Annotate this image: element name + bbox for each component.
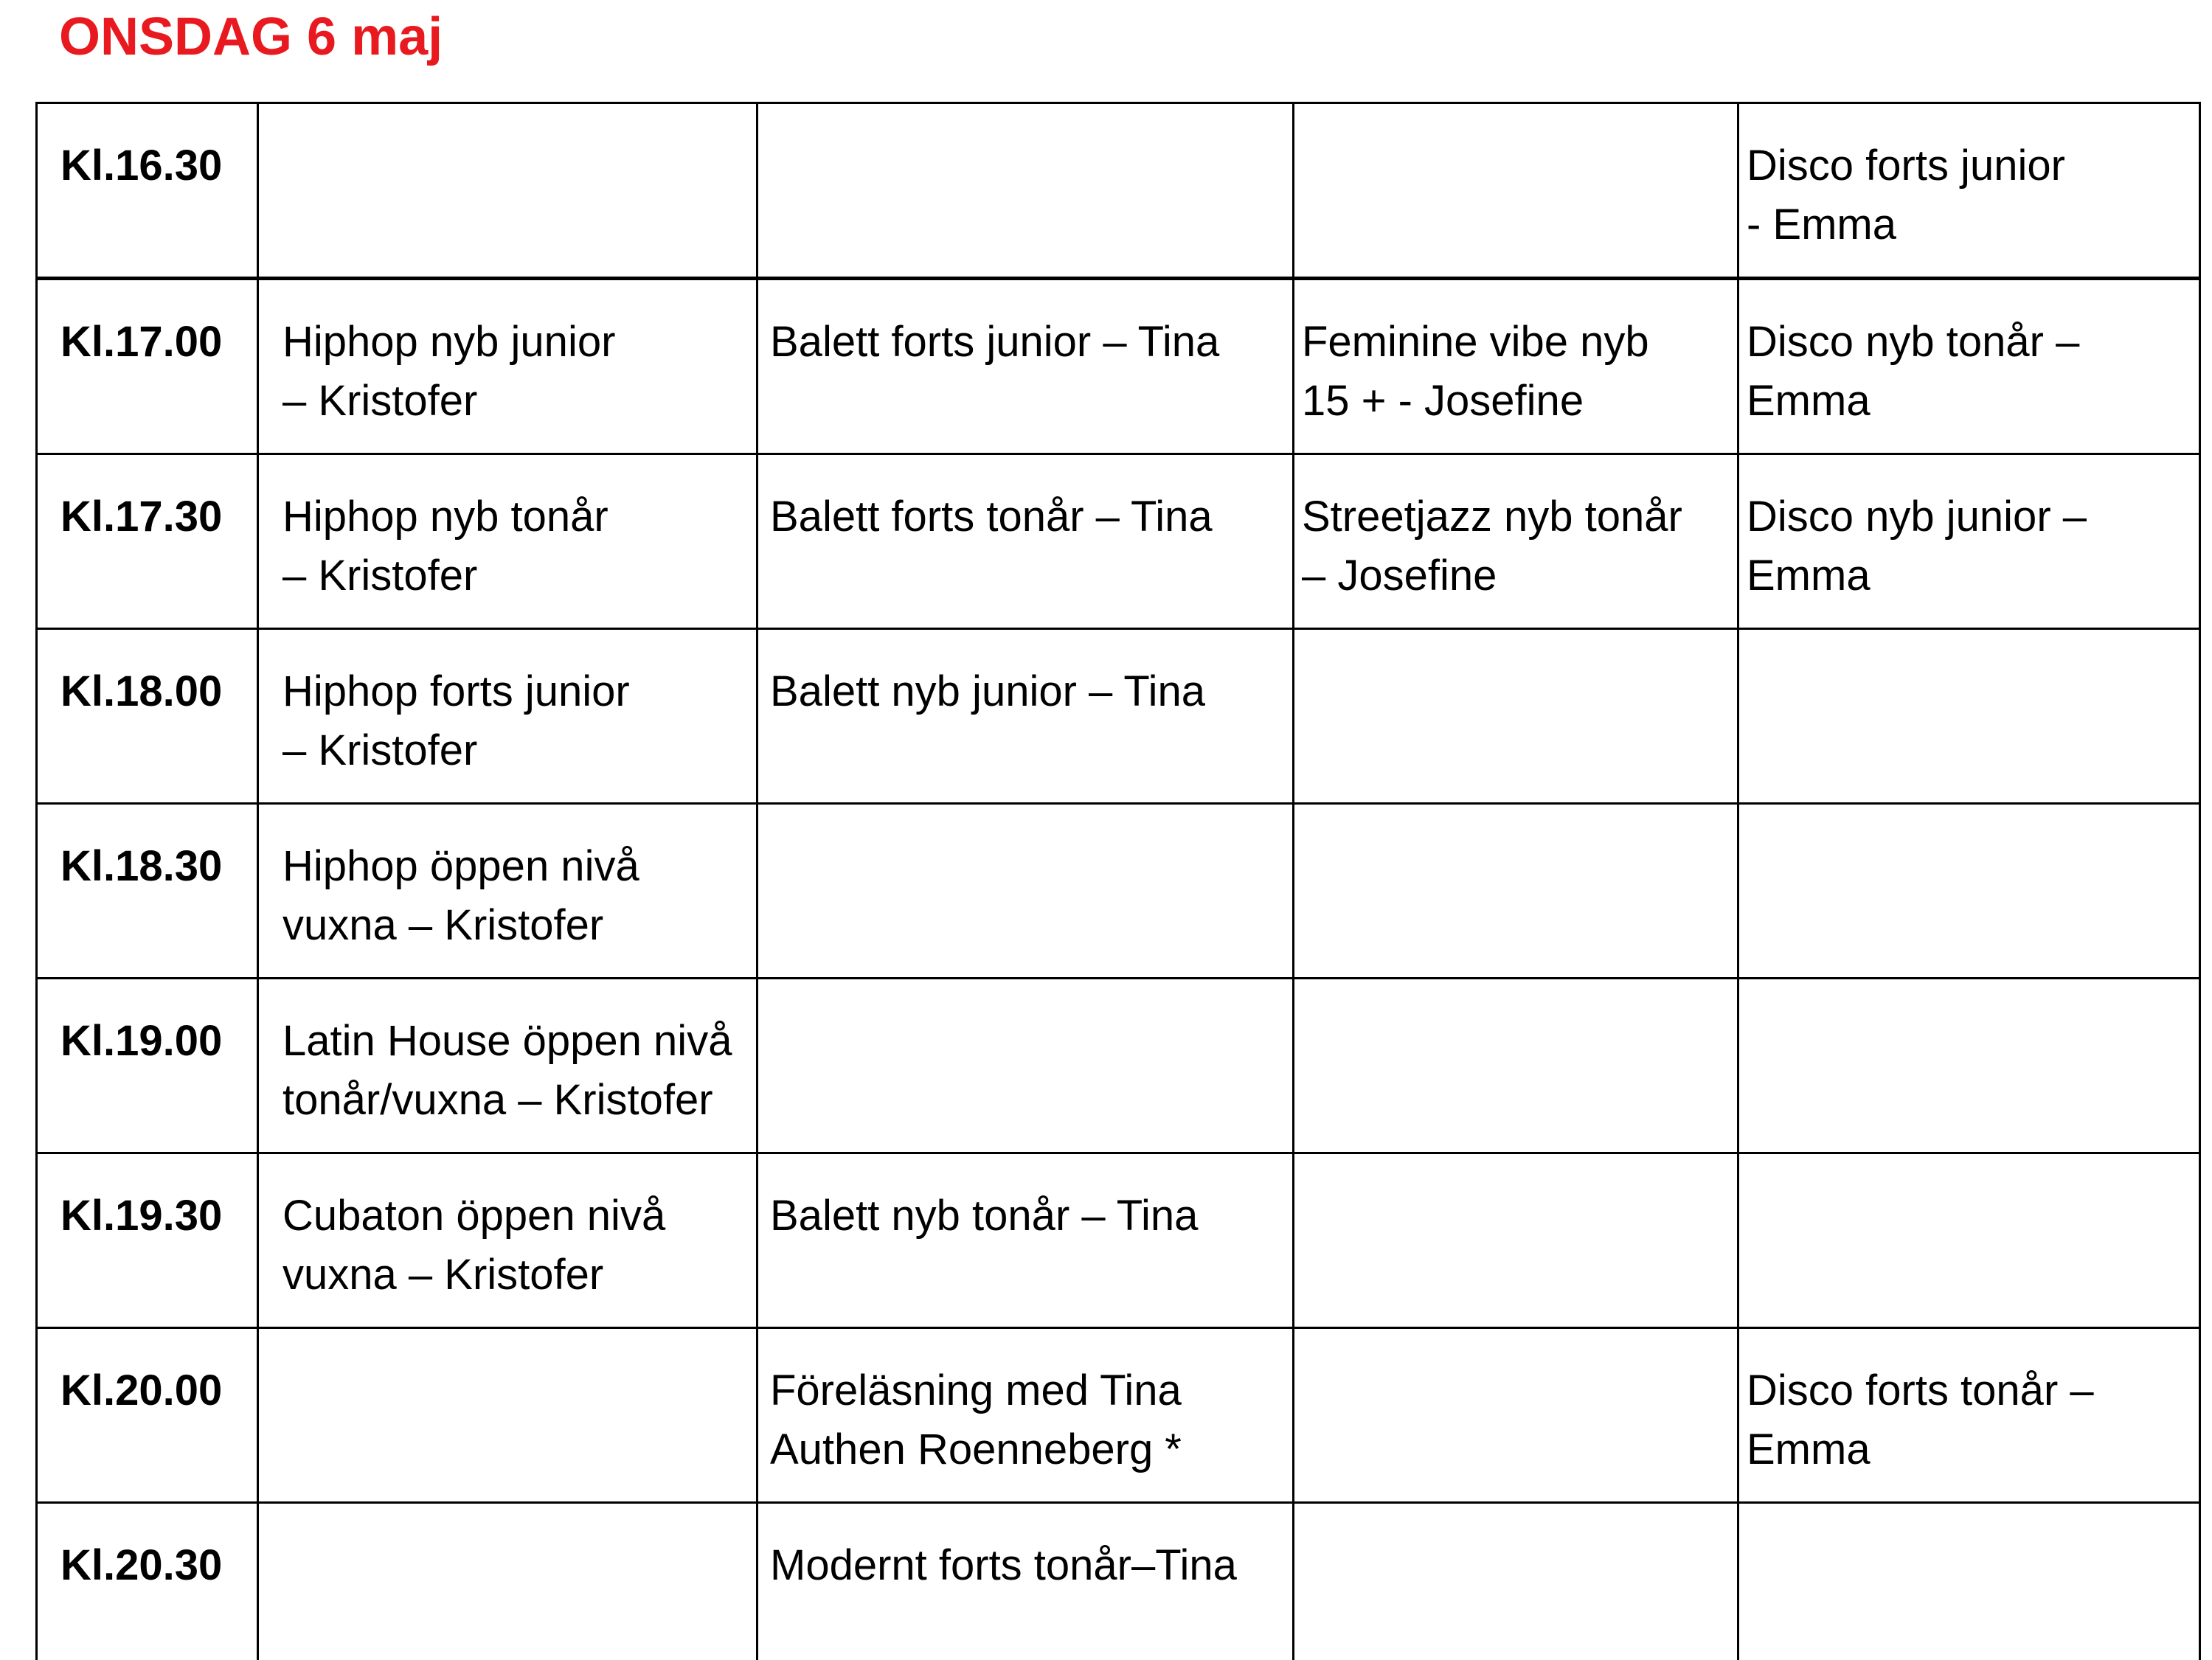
class-cell xyxy=(757,979,1294,1153)
schedule-row xyxy=(37,1153,2200,1328)
class-text: Balett forts tonår – Tina xyxy=(770,493,1213,541)
schedule-row xyxy=(37,804,2200,979)
time-cell: Kl.16.30 xyxy=(37,103,258,279)
class-cell xyxy=(1738,1503,2200,1660)
class-cell xyxy=(757,454,1294,629)
class-cell xyxy=(258,629,757,804)
class-cell xyxy=(1294,979,1738,1153)
class-cell xyxy=(1294,279,1738,454)
class-text: Streetjazz nyb tonår – Josefine xyxy=(1302,493,1682,600)
class-cell xyxy=(258,979,757,1153)
class-cell xyxy=(1738,979,2200,1153)
class-cell xyxy=(1294,1328,1738,1503)
schedule-row xyxy=(37,1503,2200,1660)
time-cell: Kl.18.30 xyxy=(37,804,258,979)
schedule-row xyxy=(37,279,2200,454)
time-cell: Kl.20.30 xyxy=(37,1503,258,1660)
class-text: Hiphop nyb tonår – Kristofer xyxy=(282,493,609,600)
class-cell xyxy=(757,279,1294,454)
class-cell xyxy=(757,629,1294,804)
schedule-row xyxy=(37,979,2200,1153)
class-cell xyxy=(1294,103,1738,279)
schedule-row xyxy=(37,103,2200,279)
class-text: Cubaton öppen nivå vuxna – Kristofer xyxy=(282,1192,666,1299)
class-cell xyxy=(757,1503,1294,1660)
time-cell: Kl.18.00 xyxy=(37,629,258,804)
class-text: Modernt forts tonår–Tina xyxy=(770,1541,1237,1589)
class-text: Hiphop öppen nivå vuxna – Kristofer xyxy=(282,842,639,949)
class-text: Balett forts junior – Tina xyxy=(770,318,1220,366)
class-text: Disco forts junior - Emma xyxy=(1747,142,2065,249)
class-text: Balett nyb tonår – Tina xyxy=(770,1192,1199,1240)
time-cell: Kl.17.30 xyxy=(37,454,258,629)
class-text: Hiphop forts junior – Kristofer xyxy=(282,667,630,774)
class-text: Disco forts tonår – Emma xyxy=(1747,1366,2094,1473)
class-cell xyxy=(757,1328,1294,1503)
time-cell: Kl.19.00 xyxy=(37,979,258,1153)
time-cell: Kl.20.00 xyxy=(37,1328,258,1503)
class-cell xyxy=(258,279,757,454)
class-cell xyxy=(1294,804,1738,979)
time-cell: Kl.17.00 xyxy=(37,279,258,454)
schedule-table xyxy=(35,102,2201,1660)
class-cell xyxy=(757,1153,1294,1328)
class-text: Föreläsning med Tina Authen Roenneberg * xyxy=(770,1366,1182,1473)
class-text: Feminine vibe nyb 15 + - Josefine xyxy=(1302,318,1649,425)
class-cell xyxy=(757,103,1294,279)
class-text: Disco nyb junior – Emma xyxy=(1747,493,2087,600)
class-cell xyxy=(258,1153,757,1328)
schedule-row xyxy=(37,454,2200,629)
class-cell xyxy=(1294,1153,1738,1328)
class-text: Disco nyb tonår – Emma xyxy=(1747,318,2080,425)
class-cell xyxy=(1738,1153,2200,1328)
class-text: Balett nyb junior – Tina xyxy=(770,667,1206,715)
class-cell xyxy=(1294,629,1738,804)
class-text: Hiphop nyb junior – Kristofer xyxy=(282,318,616,425)
class-cell xyxy=(1294,454,1738,629)
class-cell xyxy=(1738,804,2200,979)
class-text: Latin House öppen nivå tonår/vuxna – Kristofer xyxy=(282,1017,732,1124)
class-cell xyxy=(1738,1328,2200,1503)
time-cell: Kl.19.30 xyxy=(37,1153,258,1328)
class-cell xyxy=(258,1503,757,1660)
class-cell xyxy=(1738,279,2200,454)
class-cell xyxy=(258,454,757,629)
schedule-row xyxy=(37,1328,2200,1503)
class-cell xyxy=(258,1328,757,1503)
class-cell xyxy=(258,103,757,279)
class-cell xyxy=(1738,454,2200,629)
class-cell xyxy=(258,804,757,979)
class-cell xyxy=(1738,103,2200,279)
schedule-row xyxy=(37,629,2200,804)
class-cell xyxy=(1294,1503,1738,1660)
class-cell xyxy=(1738,629,2200,804)
page-title: ONSDAG 6 maj xyxy=(59,7,443,66)
class-cell xyxy=(757,804,1294,979)
